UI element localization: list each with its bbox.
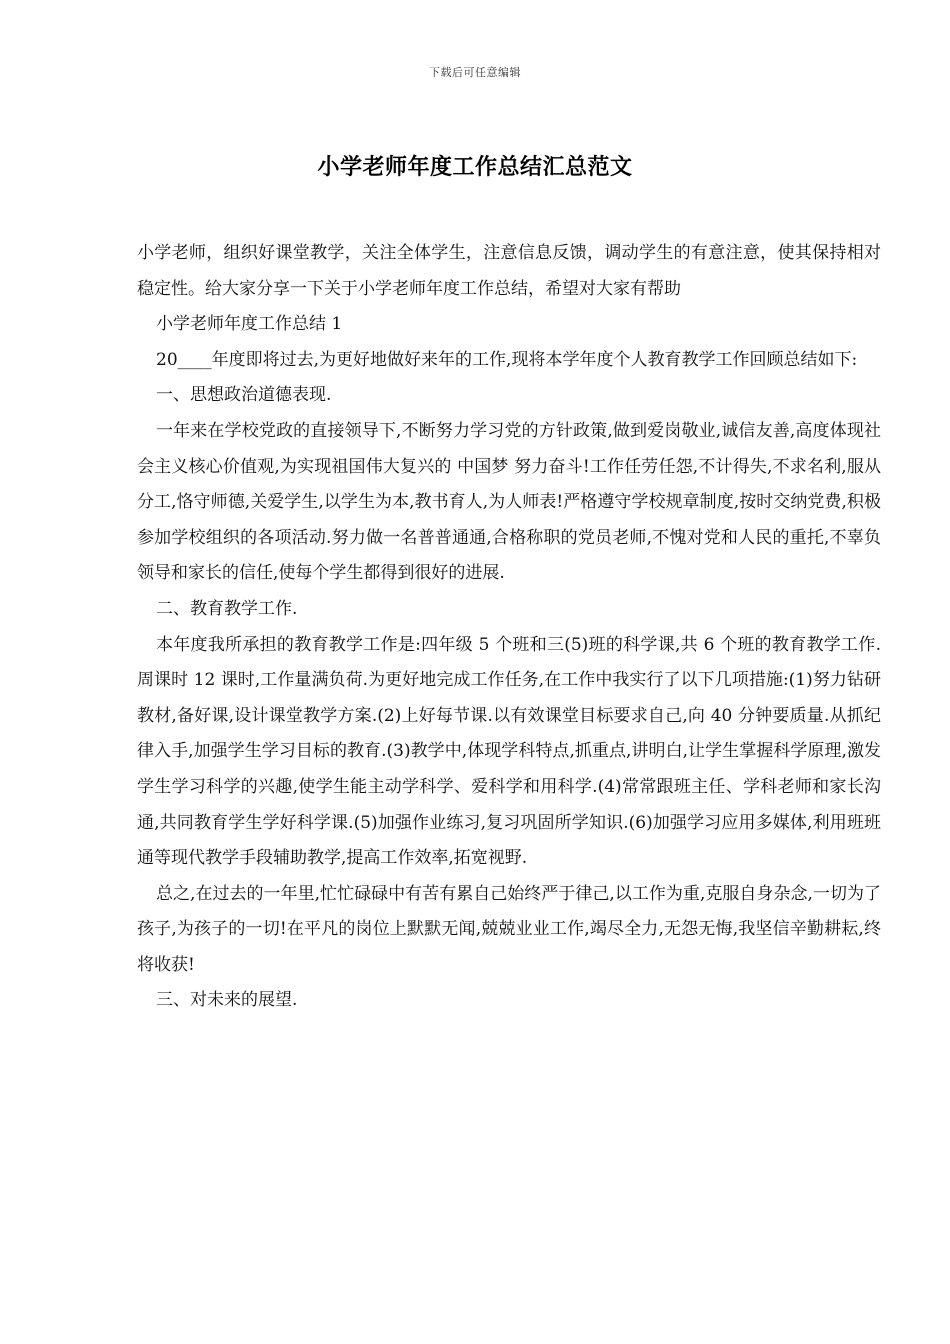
page-header-note: 下载后可任意编辑 <box>429 66 521 79</box>
political-paragraph: 一年来在学校党政的直接领导下,不断努力学习党的方针政策,做到爱岗敬业,诚信友善,高度体现社会主义核心价值观,为实现祖国伟大复兴的 中国梦 努力奋斗!工作任劳任怨,不计得失,不求名利,服从分工,恪守师德,关爱学生,以学生为本,教书育人,为人师表!严格遵守学校规章制度,按时交纳党费,积极参加学校组织的各项活动.努力做一名普普通通,合格称职的党员老师,不愧对党和人民的重托,不辜负领导和家长的信任,使每个学生都得到很好的进展. <box>137 420 881 584</box>
opening-paragraph: 20____年度即将过去,为更好地做好来年的工作,现将本学年度个人教育教学工作回顾总结如下: <box>156 349 858 370</box>
document-title: 小学老师年度工作总结汇总范文 <box>317 155 633 180</box>
section-heading-teaching: 二、教育教学工作. <box>156 598 298 619</box>
intro-paragraph: 小学老师，组织好课堂教学，关注全体学生，注意信息反馈，调动学生的有意注意，使其保持相对稳定性。给大家分享一下关于小学老师年度工作总结，希望对大家有帮助 <box>137 243 881 299</box>
section-heading-political: 一、思想政治道德表现. <box>156 385 332 406</box>
conclusion-paragraph: 总之,在过去的一年里,忙忙碌碌中有苦有累自己始终严于律己,以工作为重,克服自身杂念,一切为了孩子,为孩子的一切!在平凡的岗位上默默无闻,兢兢业业工作,竭尽全力,无怨无悔,我坚信辛勤耕耘,终将收获! <box>137 883 881 975</box>
teaching-paragraph: 本年度我所承担的教育教学工作是:四年级 5 个班和三(5)班的科学课,共 6 个班的教育教学工作.周课时 12 课时,工作量满负荷.为更好地完成工作任务,在工作中我实行了以下几项措施:(1)努力钻研教材,备好课,设计课堂教学方案.(2)上好每节课.以有效课堂目标要求自己,向 40 分钟要质量.从抓纪律入手,加强学生学习目标的教育.(3)教学中,体现学科特点,抓重点,讲明白,让学生掌握科学原理,激发学生学习科学的兴趣,使学生能主动学科学、爱科学和用科学.(4)常常跟班主任、学科老师和家长沟通,共同教育学生学好科学课.(5)加强作业练习,复习巩固所学知识.(6)加强学习应用多媒体,利用班班通等现代教学手段辅助教学,提高工作效率,拓宽视野. <box>137 634 881 869</box>
section-heading-summary-1: 小学老师年度工作总结 1 <box>156 314 343 335</box>
document-body <box>137 236 881 1019</box>
section-heading-outlook: 三、对未来的展望. <box>156 990 298 1011</box>
